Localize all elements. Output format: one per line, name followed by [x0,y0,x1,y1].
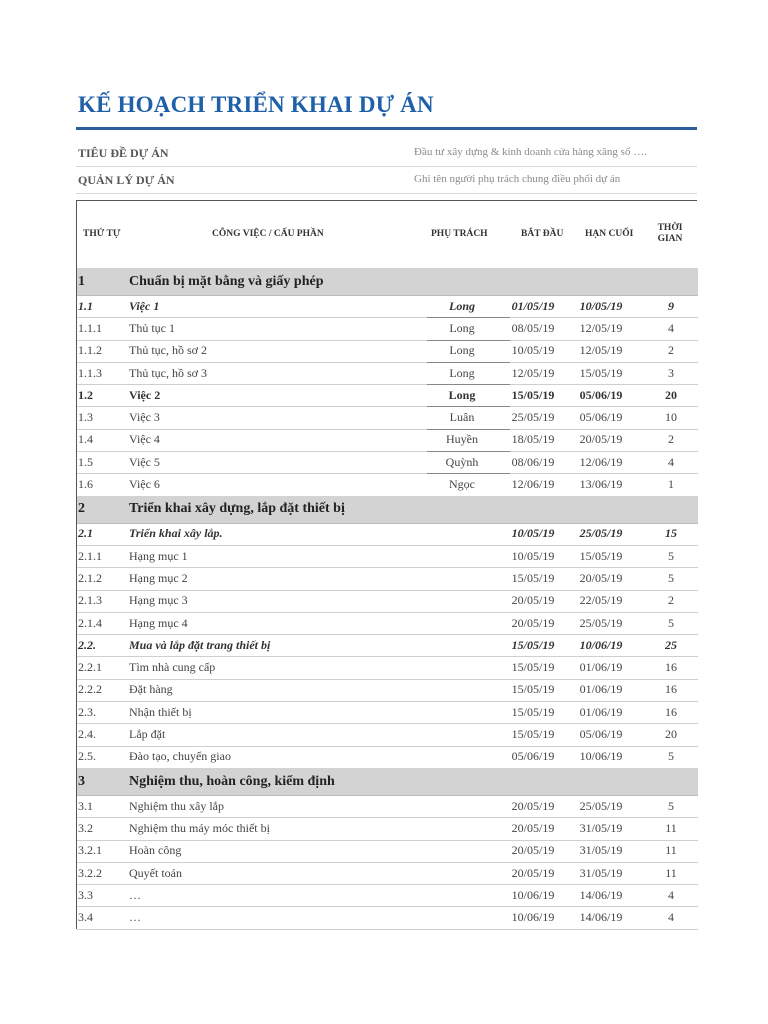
cell-duration: 2 [668,343,674,358]
cell-duration: 9 [668,298,674,313]
cell-start: 15/05/19 [511,727,555,742]
cell-num: 2.1.3 [78,593,102,608]
cell-task: Nhận thiết bị [129,704,192,719]
cell-owner [429,634,495,656]
cell-num: 2.1.2 [78,570,102,585]
cell-num: 2 [78,501,85,517]
cell-start: 08/05/19 [511,320,555,335]
cell-end: 10/06/19 [579,749,623,764]
cell-num: 2.4. [78,727,96,742]
cell-end: 05/06/19 [579,410,623,425]
cell-end [571,268,631,295]
cell-end: 25/05/19 [579,798,623,813]
table-row[interactable] [77,884,698,907]
cell-end [571,496,631,523]
cell-start: 01/05/19 [511,298,555,313]
table-row[interactable] [77,362,698,385]
cell-task: Tìm nhà cung cấp [129,660,216,675]
cell-duration [637,496,705,523]
cell-task: Nghiệm thu, hoàn công, kiểm định [129,773,335,789]
table-row[interactable] [77,634,698,657]
cell-num: 1.1.2 [78,343,102,358]
cell-task: Quyết toán [129,865,182,880]
cell-duration: 25 [665,637,677,652]
cell-num: 1.3 [78,410,93,425]
cell-duration: 15 [665,526,677,541]
cell-end [571,768,631,795]
cell-num: 1.1.3 [78,365,102,380]
cell-start: 10/05/19 [511,343,555,358]
cell-owner [429,795,495,817]
cell-duration: 2 [668,593,674,608]
cell-task: Việc 3 [129,410,160,425]
cell-num: 2.2.1 [78,660,102,675]
table-row[interactable] [77,907,698,930]
cell-duration: 16 [665,660,677,675]
cell-num: 1.1 [78,298,93,313]
table-row[interactable] [77,746,698,769]
cell-end: 12/05/19 [579,343,623,358]
cell-end: 01/06/19 [579,704,623,719]
cell-task: Mua và lắp đặt trang thiết bị [129,637,271,652]
table-row[interactable] [77,545,698,568]
cell-num: 3.2 [78,820,93,835]
table-row[interactable] [77,612,698,635]
table-row[interactable] [77,840,698,863]
table-row[interactable] [77,795,698,818]
cell-start [505,768,561,795]
cell-owner [429,590,495,612]
cell-owner: Long [448,387,476,402]
cell-task: Nghiệm thu xây lắp [129,798,224,813]
cell-duration: 11 [665,843,677,858]
table-row[interactable] [77,473,698,496]
project-manager-value[interactable]: Ghi tên người phụ trách chung điều phối dự án [414,173,621,185]
cell-task: Việc 1 [129,298,160,313]
cell-start: 15/05/19 [511,637,555,652]
cell-end: 31/05/19 [579,865,623,880]
cell-owner [429,862,495,884]
table-row[interactable] [77,723,698,746]
cell-duration: 10 [665,410,677,425]
cell-owner [429,701,495,723]
cell-owner: Quỳnh [445,454,479,469]
cell-start: 20/05/19 [511,865,555,880]
table-row[interactable] [77,657,698,680]
cell-duration: 4 [668,887,674,902]
cell-task: Thủ tục, hồ sơ 3 [129,365,208,380]
cell-start: 20/05/19 [511,820,555,835]
cell-start: 15/05/19 [511,570,555,585]
title-divider [76,127,697,130]
cell-num: 3.4 [78,910,93,925]
cell-owner [429,884,495,906]
cell-start: 25/05/19 [511,410,555,425]
header-num: THỨ TỰ [83,229,121,239]
cell-duration: 4 [668,454,674,469]
cell-start: 18/05/19 [511,432,555,447]
cell-duration: 5 [668,749,674,764]
cell-end: 20/05/19 [579,570,623,585]
cell-task: Việc 5 [129,454,160,469]
cell-num: 1.5 [78,454,93,469]
cell-end: 01/06/19 [579,682,623,697]
table-row[interactable] [77,567,698,590]
header-owner: PHỤ TRÁCH [431,229,488,239]
cell-task: Việc 4 [129,432,160,447]
cell-start: 05/06/19 [511,749,555,764]
table-row[interactable] [77,340,698,363]
cell-start: 15/05/19 [511,660,555,675]
cell-owner [429,840,495,862]
page-title: KẾ HOẠCH TRIỂN KHAI DỰ ÁN [78,92,434,117]
cell-start: 12/05/19 [511,365,555,380]
cell-num: 3 [78,773,85,789]
cell-start: 20/05/19 [511,593,555,608]
cell-task: Lắp đặt [129,727,166,742]
cell-task: Hạng mục 4 [129,615,188,630]
cell-start: 10/05/19 [511,548,555,563]
cell-duration: 20 [665,727,677,742]
cell-duration: 4 [668,320,674,335]
cell-task: Thủ tục 1 [129,320,175,335]
cell-end: 05/06/19 [579,727,623,742]
project-title-label: TIÊU ĐỀ DỰ ÁN [78,146,169,160]
table-row[interactable] [77,862,698,885]
cell-task: Triển khai xây lắp. [129,526,223,541]
header-duration: THỜI GIAN [657,223,683,244]
cell-owner [429,657,495,679]
cell-task: Việc 2 [129,387,161,402]
cell-duration: 2 [668,432,674,447]
cell-owner [429,496,495,523]
cell-owner: Long [449,320,475,335]
cell-owner: Long [448,298,475,313]
cell-start: 12/06/19 [511,477,555,492]
cell-end: 13/06/19 [579,477,623,492]
project-manager-row [76,167,697,194]
cell-owner: Huyền [446,432,478,447]
cell-end: 12/06/19 [579,454,623,469]
table-row[interactable] [77,679,698,702]
cell-duration [637,768,705,795]
section-row[interactable] [77,268,698,296]
table-row[interactable] [77,451,698,474]
cell-duration: 3 [668,365,674,380]
cell-end: 10/06/19 [579,637,623,652]
table-header [77,200,697,269]
cell-start: 20/05/19 [511,843,555,858]
cell-num: 2.2. [78,637,96,652]
table-row[interactable] [77,384,698,407]
cell-end: 31/05/19 [579,820,623,835]
cell-duration: 5 [668,570,674,585]
cell-end: 14/06/19 [579,887,623,902]
cell-start [505,268,561,295]
table-row[interactable] [77,407,698,430]
cell-num: 1.2 [78,387,93,402]
cell-start: 15/05/19 [511,387,555,402]
cell-start: 20/05/19 [511,615,555,630]
cell-owner [429,567,495,589]
cell-task: Chuẩn bị mặt bằng và giấy phép [129,273,324,289]
cell-task: Thủ tục, hồ sơ 2 [129,343,208,358]
cell-duration: 11 [665,820,677,835]
cell-num: 1.4 [78,432,93,447]
cell-num: 3.2.1 [78,843,102,858]
project-title-row [76,140,697,167]
cell-owner [429,545,495,567]
header-start: BẮT ĐẦU [521,229,564,239]
cell-owner [429,768,495,795]
cell-task: Hạng mục 3 [129,593,188,608]
table-row[interactable] [77,523,698,546]
table-row[interactable] [77,429,698,452]
cell-start: 20/05/19 [511,798,555,813]
section-row[interactable] [77,496,698,524]
cell-duration: 5 [668,798,674,813]
table-row[interactable] [77,817,698,840]
cell-num: 1 [78,273,85,289]
table-row[interactable] [77,317,698,340]
cell-start: 10/05/19 [511,526,555,541]
cell-start: 10/06/19 [511,910,555,925]
cell-num: 3.1 [78,798,93,813]
cell-owner [429,268,495,295]
cell-end: 22/05/19 [579,593,623,608]
cell-task: Đặt hàng [129,682,173,697]
cell-duration [637,268,705,295]
cell-end: 01/06/19 [579,660,623,675]
cell-num: 2.1.1 [78,548,102,563]
cell-duration: 5 [668,548,674,563]
cell-duration: 1 [668,477,674,492]
task-table [76,200,698,929]
cell-num: 1.1.1 [78,320,102,335]
cell-num: 2.3. [78,704,96,719]
cell-task: Hạng mục 2 [129,570,188,585]
cell-task: Triển khai xây dựng, lắp đặt thiết bị [129,501,345,517]
cell-duration: 11 [665,865,677,880]
cell-owner [429,612,495,634]
cell-task: Việc 6 [129,477,160,492]
cell-task: Đào tạo, chuyển giao [129,749,231,764]
cell-start: 08/06/19 [511,454,555,469]
cell-num: 2.1.4 [78,615,102,630]
section-row[interactable] [77,768,698,796]
cell-owner [429,817,495,839]
cell-owner: Luân [449,410,475,425]
cell-owner [429,723,495,745]
cell-num: 3.3 [78,887,93,902]
table-row[interactable] [77,590,698,613]
cell-duration: 5 [668,615,674,630]
cell-end: 25/05/19 [579,526,623,541]
cell-duration: 16 [665,704,677,719]
cell-owner [429,907,495,929]
cell-duration: 20 [665,387,677,402]
project-manager-label: QUẢN LÝ DỰ ÁN [78,173,175,187]
cell-num: 3.2.2 [78,865,102,880]
cell-start [505,496,561,523]
cell-num: 2.5. [78,749,96,764]
cell-end: 15/05/19 [579,365,623,380]
cell-owner: Long [449,343,475,358]
cell-end: 10/05/19 [579,298,623,313]
cell-end: 25/05/19 [579,615,623,630]
cell-end: 15/05/19 [579,548,623,563]
cell-end: 12/05/19 [579,320,623,335]
cell-end: 14/06/19 [579,910,623,925]
cell-task: Nghiệm thu máy móc thiết bị [129,820,270,835]
cell-owner: Long [449,365,475,380]
cell-owner [429,746,495,768]
cell-num: 2.1 [78,526,93,541]
table-row[interactable] [77,701,698,724]
cell-duration: 16 [665,682,677,697]
cell-duration: 4 [668,910,674,925]
cell-task: Hạng mục 1 [129,548,188,563]
cell-start: 10/06/19 [511,887,555,902]
cell-task: … [129,887,141,902]
cell-owner: Ngọc [449,477,475,492]
table-row[interactable] [77,295,698,318]
header-end: HẠN CUỐI [585,229,634,239]
cell-start: 15/05/19 [511,704,555,719]
cell-owner [429,679,495,701]
cell-num: 2.2.2 [78,682,102,697]
cell-task: … [129,910,141,925]
header-task: CÔNG VIỆC / CẤU PHẦN [212,229,324,239]
cell-end: 20/05/19 [579,432,623,447]
cell-task: Hoàn công [129,843,182,858]
project-title-value[interactable]: Đầu tư xây dựng & kinh doanh cửa hàng xăng số …. [414,146,647,158]
cell-num: 1.6 [78,477,93,492]
cell-end: 31/05/19 [579,843,623,858]
cell-owner [429,523,495,545]
cell-start: 15/05/19 [511,682,555,697]
cell-end: 05/06/19 [579,387,623,402]
